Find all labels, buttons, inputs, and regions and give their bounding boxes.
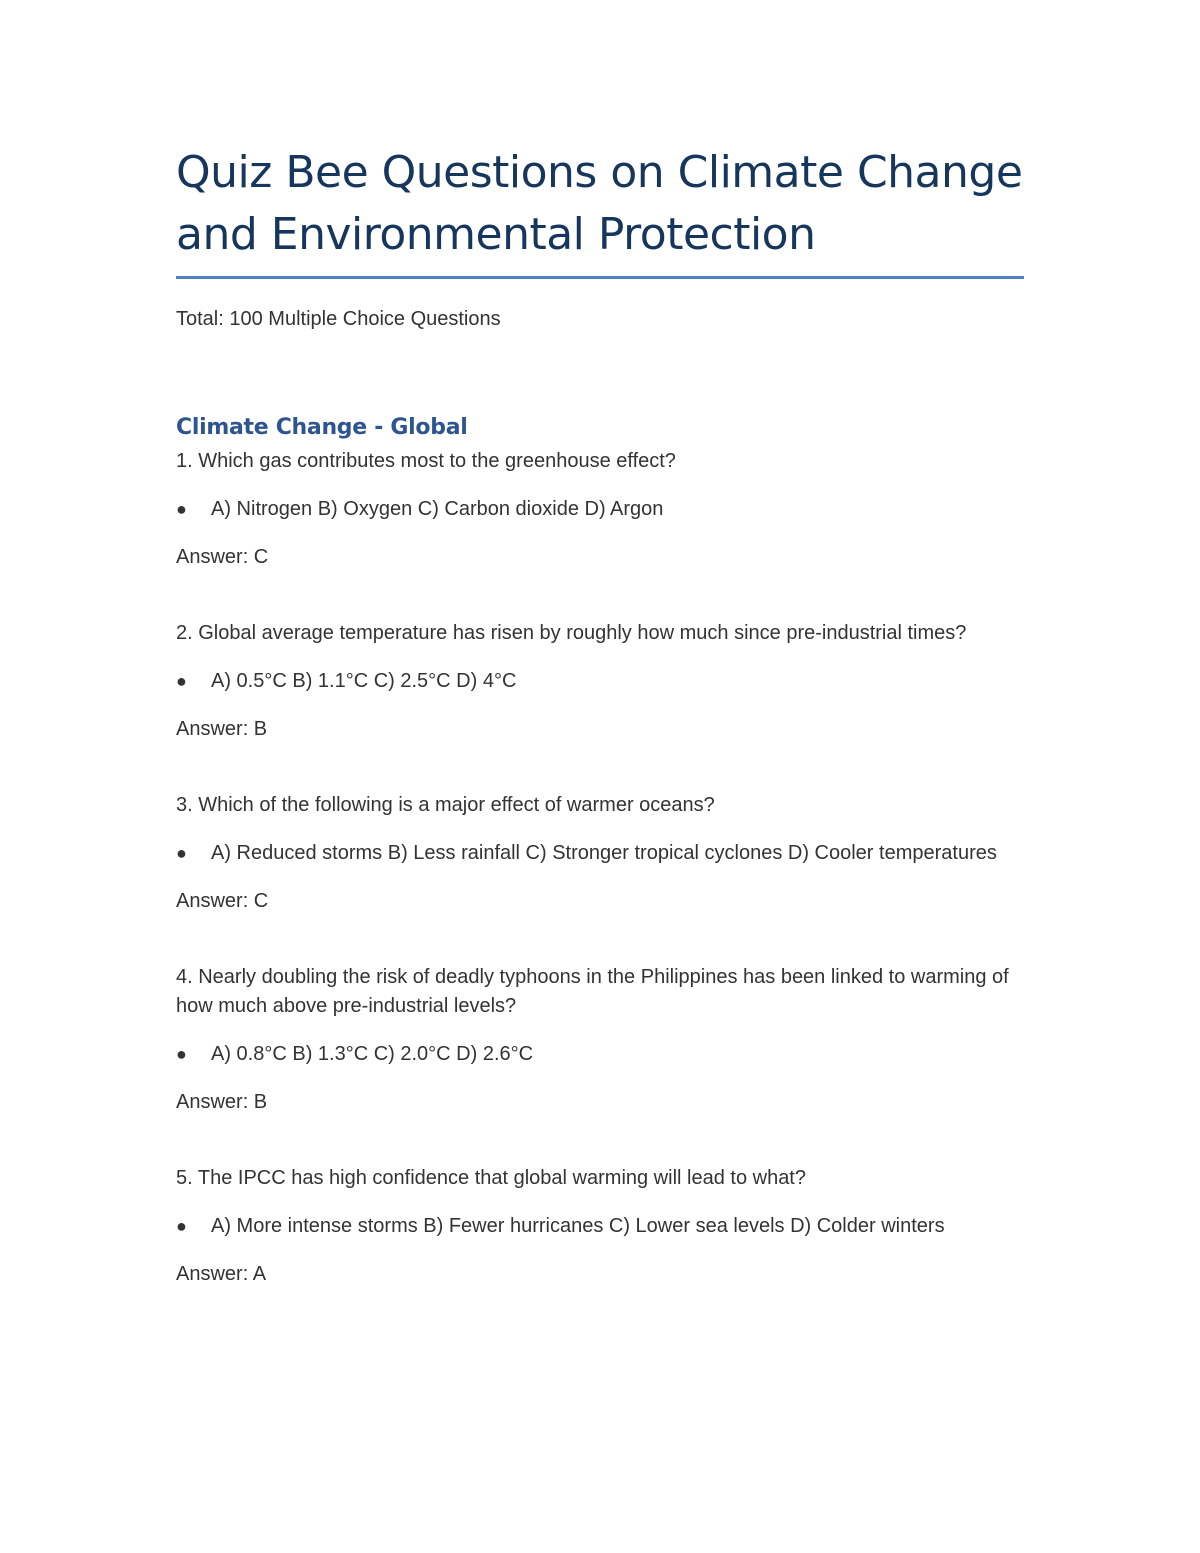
options-text: A) 0.5°C B) 1.1°C C) 2.5°C D) 4°C <box>211 670 517 692</box>
options-list-item <box>176 667 1024 696</box>
title-underline <box>176 276 1024 279</box>
options-text: A) Reduced storms B) Less rainfall C) Stronger tropical cyclones D) Cooler temperatures <box>211 842 997 864</box>
answer-text: Answer: C <box>176 546 269 568</box>
options-text: A) Nitrogen B) Oxygen C) Carbon dioxide D) Argon <box>211 498 664 520</box>
question-text: 2. Global average temperature has risen by roughly how much since pre-industrial times? <box>176 622 967 644</box>
question-block <box>176 619 1024 744</box>
options-list-item <box>176 1212 1024 1241</box>
document-page <box>176 142 1024 1289</box>
answer-text: Answer: B <box>176 718 268 740</box>
question-block <box>176 791 1024 916</box>
document-title: Quiz Bee Questions on Climate Change and Environmental Protection <box>176 147 1023 260</box>
bullet-icon: ● <box>176 1044 187 1064</box>
options-list-item <box>176 839 1024 868</box>
bullet-icon: ● <box>176 671 187 691</box>
question-block <box>176 447 1024 572</box>
options-list-item <box>176 1040 1024 1069</box>
question-text: 3. Which of the following is a major effect of warmer oceans? <box>176 794 715 816</box>
bullet-icon: ● <box>176 1216 187 1236</box>
answer-text: Answer: B <box>176 1091 268 1113</box>
question-block <box>176 1164 1024 1289</box>
options-text: A) 0.8°C B) 1.3°C C) 2.0°C D) 2.6°C <box>211 1043 534 1065</box>
question-text: 5. The IPCC has high confidence that global warming will lead to what? <box>176 1167 806 1189</box>
options-list-item <box>176 495 1024 524</box>
answer-text: Answer: A <box>176 1263 267 1285</box>
options-text: A) More intense storms B) Fewer hurricanes C) Lower sea levels D) Colder winters <box>211 1215 945 1237</box>
bullet-icon: ● <box>176 843 187 863</box>
section-heading: Climate Change - Global <box>176 415 468 440</box>
answer-text: Answer: C <box>176 890 269 912</box>
total-questions-text: Total: 100 Multiple Choice Questions <box>176 308 501 330</box>
question-block <box>176 963 1024 1117</box>
bullet-icon: ● <box>176 499 187 519</box>
question-text: 1. Which gas contributes most to the greenhouse effect? <box>176 450 676 472</box>
question-text: 4. Nearly doubling the risk of deadly typhoons in the Philippines has been linked to warming of how much above pre-industrial levels? <box>176 966 1009 1017</box>
